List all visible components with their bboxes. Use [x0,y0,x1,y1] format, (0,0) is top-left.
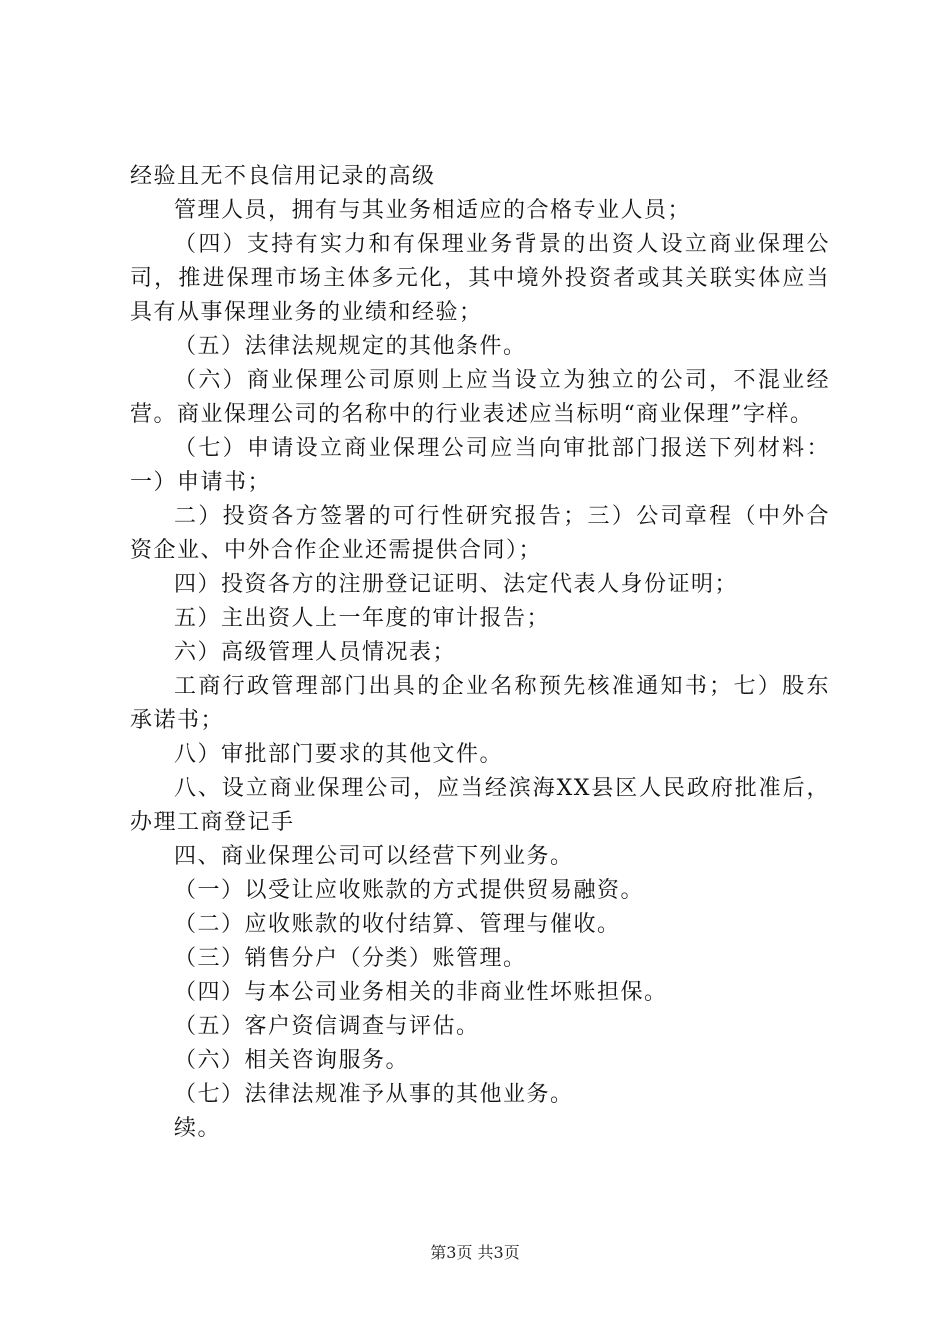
paragraph: （五）客户资信调查与评估。 [174,1014,480,1039]
paragraph: 工商行政管理部门出具的企业名称预先核准通知书；七）股东承诺书； [130,674,830,733]
paragraph: （四）与本公司业务相关的非商业性坏账担保。 [174,980,668,1005]
paragraph: （六）商业保理公司原则上应当设立为独立的公司，不混业经营。商业保理公司的名称中的行业表述应当标明“商业保理”字样。 [130,368,830,427]
paragraph: （二）应收账款的收付结算、管理与催收。 [174,912,621,937]
page-number-footer: 第3页 共3页 [430,1243,520,1262]
paragraph: 续。 [174,1116,222,1141]
paragraph: 六）高级管理人员情况表； [174,640,457,665]
paragraph: （三）销售分户（分类）账管理。 [174,946,527,971]
paragraph: 四）投资各方的注册登记证明、法定代表人身份证明； [174,572,739,597]
paragraph: （七）法律法规准予从事的其他业务。 [174,1082,574,1107]
paragraph: 管理人员，拥有与其业务相适应的合格专业人员； [174,198,692,223]
paragraph: 八）审批部门要求的其他文件。 [174,742,504,767]
paragraph: 经验且无不良信用记录的高级 [130,164,436,189]
document-body [130,160,830,1146]
paragraph: （一）以受让应收账款的方式提供贸易融资。 [174,878,645,903]
paragraph: （五）法律法规规定的其他条件。 [174,334,527,359]
paragraph: 五）主出资人上一年度的审计报告； [174,606,551,631]
paragraph: 四、商业保理公司可以经营下列业务。 [174,844,574,869]
paragraph: （六）相关咨询服务。 [174,1048,410,1073]
paragraph: 二）投资各方签署的可行性研究报告；三）公司章程（中外合资企业、中外合作企业还需提供合同）； [130,504,830,563]
paragraph: （七）申请设立商业保理公司应当向审批部门报送下列材料：一）申请书； [130,436,830,495]
paragraph: 八、设立商业保理公司，应当经滨海XX县区人民政府批准后，办理工商登记手 [130,776,830,835]
paragraph: （四）支持有实力和有保理业务背景的出资人设立商业保理公司，推进保理市场主体多元化，其中境外投资者或其关联实体应当具有从事保理业务的业绩和经验； [130,232,830,325]
